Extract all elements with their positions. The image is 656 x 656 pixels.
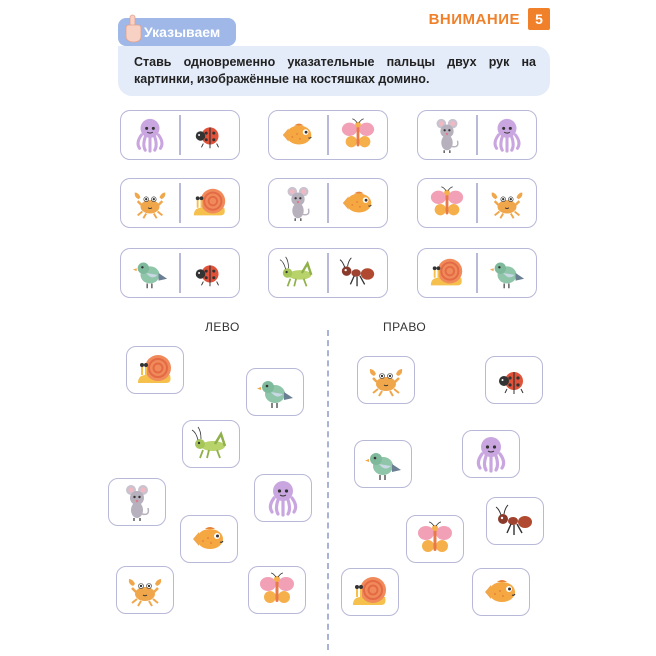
domino-half-right[interactable] xyxy=(329,179,387,227)
domino-half-left[interactable] xyxy=(418,111,476,159)
snail-icon xyxy=(350,572,390,612)
crab-icon xyxy=(488,184,526,222)
task-label-text: Указываем xyxy=(144,24,221,40)
butterfly-icon xyxy=(257,570,297,610)
snail-icon xyxy=(428,254,466,292)
right-tile-snail[interactable] xyxy=(341,568,399,616)
page-number: 5 xyxy=(528,8,550,30)
domino-half-right[interactable] xyxy=(478,111,536,159)
domino-card xyxy=(120,248,240,298)
domino-card xyxy=(268,110,388,160)
crab-icon xyxy=(366,360,406,400)
left-side-label: ЛЕВО xyxy=(205,320,240,334)
left-tile-fish[interactable] xyxy=(180,515,238,563)
fish-icon xyxy=(189,519,229,559)
bird-icon xyxy=(363,444,403,484)
pointing-hand-icon xyxy=(122,14,144,44)
left-tile-octopus[interactable] xyxy=(254,474,312,522)
task-label xyxy=(118,18,236,46)
grasshopper-icon xyxy=(279,254,317,292)
domino-half-left[interactable] xyxy=(418,179,476,227)
left-tile-crab[interactable] xyxy=(116,566,174,614)
left-tile-snail[interactable] xyxy=(126,346,184,394)
bird-icon xyxy=(131,254,169,292)
snail-icon xyxy=(191,184,229,222)
page-header xyxy=(429,8,550,30)
ladybug-icon xyxy=(191,116,229,154)
ladybug-icon xyxy=(191,254,229,292)
right-tile-bird[interactable] xyxy=(354,440,412,488)
fish-icon xyxy=(279,116,317,154)
ladybug-icon xyxy=(494,360,534,400)
domino-card xyxy=(268,248,388,298)
crab-icon xyxy=(125,570,165,610)
mouse-icon xyxy=(279,184,317,222)
instruction-text: Ставь одновременно указательные пальцы двух рук на картинки, изображённые на костяшках домино. xyxy=(134,55,536,86)
left-tile-bird[interactable] xyxy=(246,368,304,416)
mouse-icon xyxy=(428,116,466,154)
domino-half-right[interactable] xyxy=(329,249,387,297)
fish-icon xyxy=(339,184,377,222)
domino-half-left[interactable] xyxy=(121,111,179,159)
domino-half-right[interactable] xyxy=(478,249,536,297)
fish-icon xyxy=(481,572,521,612)
octopus-icon xyxy=(488,116,526,154)
domino-half-left[interactable] xyxy=(121,249,179,297)
right-tile-butterfly[interactable] xyxy=(406,515,464,563)
butterfly-icon xyxy=(339,116,377,154)
domino-half-right[interactable] xyxy=(181,111,239,159)
center-divider xyxy=(327,330,329,650)
domino-half-left[interactable] xyxy=(269,111,327,159)
domino-half-right[interactable] xyxy=(181,249,239,297)
domino-half-left[interactable] xyxy=(269,249,327,297)
domino-card xyxy=(417,178,537,228)
section-title: ВНИМАНИЕ xyxy=(428,10,520,28)
right-side-label: ПРАВО xyxy=(383,320,427,334)
domino-card xyxy=(120,178,240,228)
domino-half-left[interactable] xyxy=(418,249,476,297)
ant-icon xyxy=(495,501,535,541)
left-tile-mouse[interactable] xyxy=(108,478,166,526)
right-tile-octopus[interactable] xyxy=(462,430,520,478)
domino-card xyxy=(417,110,537,160)
octopus-icon xyxy=(263,478,303,518)
domino-card xyxy=(120,110,240,160)
domino-half-right[interactable] xyxy=(478,179,536,227)
domino-card xyxy=(417,248,537,298)
butterfly-icon xyxy=(428,184,466,222)
right-tile-ant[interactable] xyxy=(486,497,544,545)
domino-half-right[interactable] xyxy=(181,179,239,227)
domino-half-left[interactable] xyxy=(269,179,327,227)
right-tile-ladybug[interactable] xyxy=(485,356,543,404)
domino-card xyxy=(268,178,388,228)
domino-half-right[interactable] xyxy=(329,111,387,159)
ant-icon xyxy=(339,254,377,292)
instruction-box xyxy=(118,46,550,96)
bird-icon xyxy=(255,372,295,412)
butterfly-icon xyxy=(415,519,455,559)
octopus-icon xyxy=(471,434,511,474)
snail-icon xyxy=(135,350,175,390)
left-tile-grasshopper[interactable] xyxy=(182,420,240,468)
left-tile-butterfly[interactable] xyxy=(248,566,306,614)
octopus-icon xyxy=(131,116,169,154)
crab-icon xyxy=(131,184,169,222)
right-tile-fish[interactable] xyxy=(472,568,530,616)
domino-half-left[interactable] xyxy=(121,179,179,227)
bird-icon xyxy=(488,254,526,292)
mouse-icon xyxy=(117,482,157,522)
grasshopper-icon xyxy=(191,424,231,464)
right-tile-crab[interactable] xyxy=(357,356,415,404)
